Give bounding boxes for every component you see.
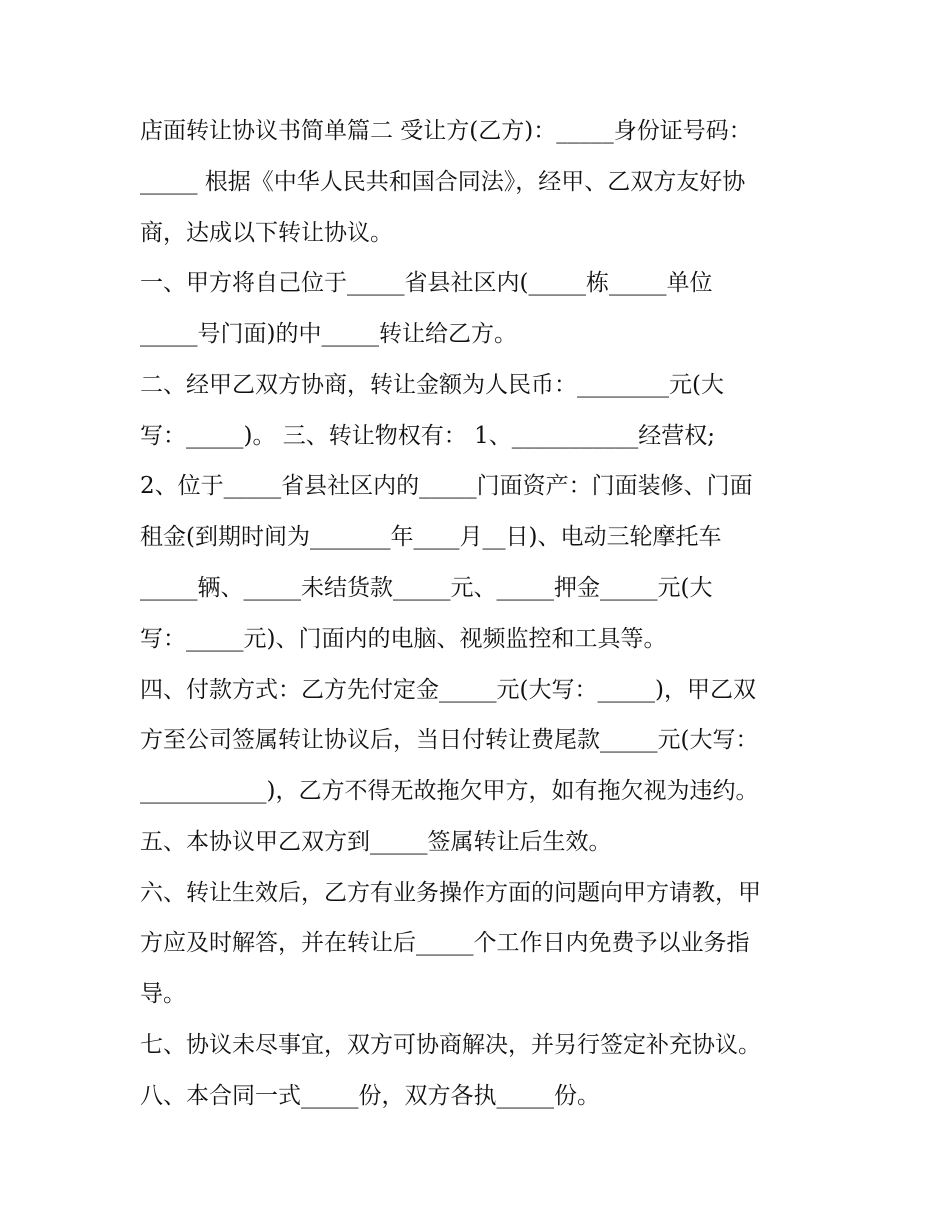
text-line: 店面转让协议书简单篇二 受让方(乙方)：_____身份证号码： <box>140 118 752 144</box>
text-line: _____号门面)的中_____转让给乙方。 <box>140 321 517 347</box>
text-line: 写：_____元)、门面内的电脑、视频监控和工具等。 <box>140 626 667 652</box>
text-line: 六、转让生效后，乙方有业务操作方面的问题向甲方请教，甲 <box>140 880 761 906</box>
text-line: 写：_____)。 三、转让物权有： 1、___________经营权; <box>140 423 715 449</box>
text-line: 方至公司签属转让协议后，当日付转让费尾款_____元(大写： <box>140 727 759 753</box>
text-line: 导。 <box>140 981 186 1007</box>
text-line: 方应及时解答，并在转让后_____个工作日内免费予以业务指 <box>140 930 750 956</box>
text-line: 二、经甲乙双方协商，转让金额为人民币：________元(大 <box>140 372 724 398</box>
text-line: 2、位于_____省县社区内的_____门面资产：门面装修、门面 <box>140 473 753 499</box>
text-line: 租金(到期时间为_______年____月__日)、电动三轮摩托车 <box>140 524 722 550</box>
text-line: 八、本合同一式_____份，双方各执_____份。 <box>140 1083 600 1109</box>
text-line: 商，达成以下转让协议。 <box>140 220 393 246</box>
text-line: ___________)，乙方不得无故拖欠甲方，如有拖欠视为违约。 <box>140 778 759 804</box>
text-line: 四、付款方式：乙方先付定金_____元(大写：_____)，甲乙双 <box>140 677 756 703</box>
text-line: 一、甲方将自己位于_____省县社区内(_____栋_____单位 <box>140 270 713 296</box>
text-line: _____辆、_____未结货款_____元、_____押金_____元(大 <box>140 575 713 601</box>
text-line: _____ 根据《中华人民共和国合同法》，经甲、乙双方友好协 <box>140 169 746 195</box>
text-line: 五、本协议甲乙双方到_____签属转让后生效。 <box>140 829 612 855</box>
text-line: 七、协议未尽事宜，双方可协商解决，并另行签定补充协议。 <box>140 1032 761 1058</box>
